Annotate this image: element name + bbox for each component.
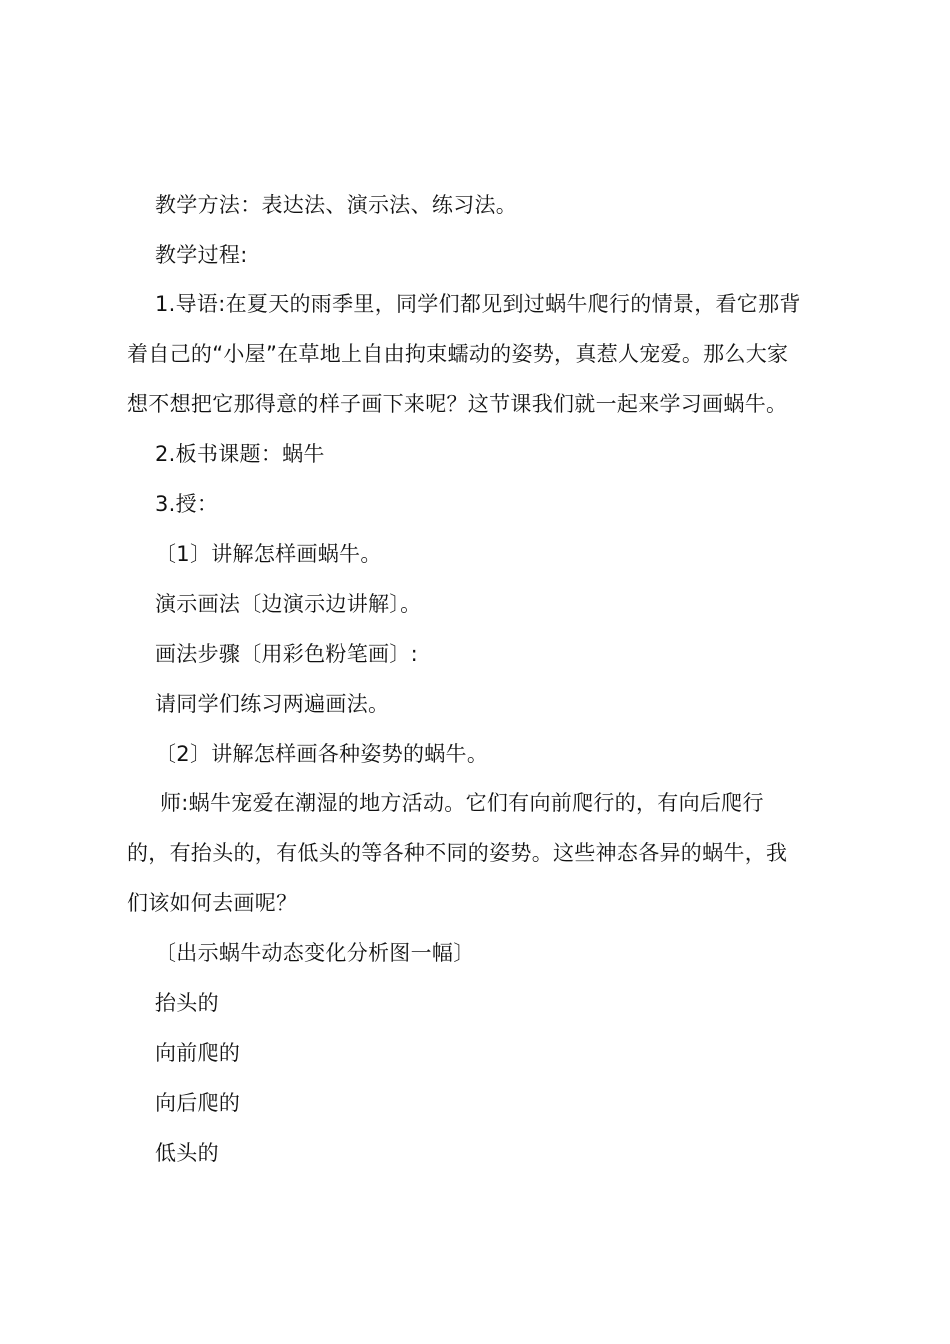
teach-heading: 3.授： xyxy=(155,492,219,516)
posture-item-head-up: 抬头的 xyxy=(155,991,219,1015)
posture-item-crawl-forward: 向前爬的 xyxy=(155,1041,241,1065)
show-diagram-line: 〔出示蜗牛动态变化分析图一幅〕 xyxy=(155,941,475,965)
demo-method-line: 演示画法〔边演示边讲解〕。 xyxy=(155,592,422,616)
teaching-methods-line: 教学方法：表达法、演示法、练习法。 xyxy=(155,193,518,217)
teacher-paragraph-line-3: 们该如何去画呢？ xyxy=(127,891,298,915)
board-title-line: 2.板书课题：蜗牛 xyxy=(155,442,325,466)
intro-paragraph-line-3: 想不想把它那得意的样子画下来呢？这节课我们就一起来学习画蜗牛。 xyxy=(127,392,788,416)
teacher-paragraph-line-2: 的，有抬头的，有低头的等各种不同的姿势。这些神态各异的蜗牛，我 xyxy=(127,841,788,865)
intro-paragraph-line-1: 1.导语:在夏天的雨季里，同学们都见到过蜗牛爬行的情景，看它那背 xyxy=(155,292,801,316)
teacher-paragraph-line-1: 师:蜗牛宠爱在潮湿的地方活动。它们有向前爬行的，有向后爬行 xyxy=(160,791,764,815)
intro-paragraph-line-2: 着自己的“小屋”在草地上自由拘束蠕动的姿势，真惹人宠爱。那么大家 xyxy=(127,342,789,366)
step-2-heading: 〔2〕讲解怎样画各种姿势的蜗牛。 xyxy=(155,742,489,766)
drawing-steps-line: 画法步骤〔用彩色粉笔画〕: xyxy=(155,642,418,666)
posture-item-head-down: 低头的 xyxy=(155,1141,219,1165)
teaching-process-heading: 教学过程: xyxy=(155,243,248,267)
posture-item-crawl-backward: 向后爬的 xyxy=(155,1091,241,1115)
practice-line: 请同学们练习两遍画法。 xyxy=(155,692,390,716)
step-1-heading: 〔1〕讲解怎样画蜗牛。 xyxy=(155,542,382,566)
